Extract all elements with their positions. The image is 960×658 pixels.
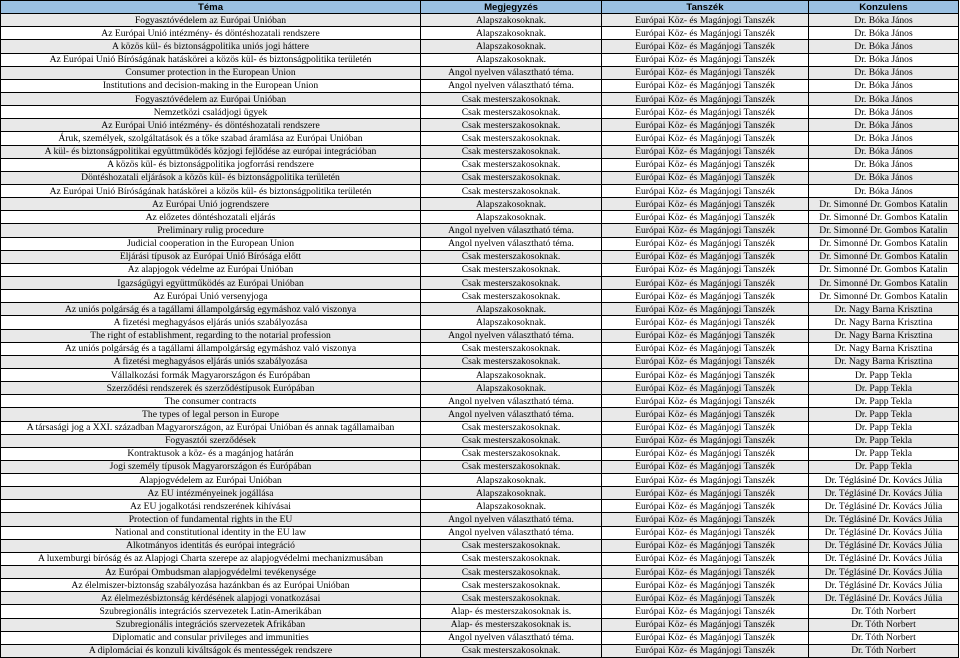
konzulens-cell: Dr. Nagy Barna Krisztina xyxy=(809,303,959,316)
megjegyzes-cell: Csak mesterszakosoknak. xyxy=(421,290,602,303)
tanszek-cell: Európai Köz- és Magánjogi Tanszék xyxy=(602,329,809,342)
table-row xyxy=(1,447,959,460)
table-row xyxy=(1,355,959,368)
tanszek-cell: Európai Köz- és Magánjogi Tanszék xyxy=(602,198,809,211)
table-body xyxy=(1,14,959,658)
konzulens-cell: Dr. Bóka János xyxy=(809,66,959,79)
table-row xyxy=(1,79,959,92)
tanszek-cell: Európai Köz- és Magánjogi Tanszék xyxy=(602,552,809,565)
tanszek-cell: Európai Köz- és Magánjogi Tanszék xyxy=(602,316,809,329)
tanszek-cell: Európai Köz- és Magánjogi Tanszék xyxy=(602,526,809,539)
megjegyzes-cell: Alapszakosoknak. xyxy=(421,474,602,487)
table-row xyxy=(1,526,959,539)
megjegyzes-cell: Alapszakosoknak. xyxy=(421,27,602,40)
table-row xyxy=(1,566,959,579)
tanszek-cell: Európai Köz- és Magánjogi Tanszék xyxy=(602,263,809,276)
tanszek-cell: Európai Köz- és Magánjogi Tanszék xyxy=(602,500,809,513)
tanszek-cell: Európai Köz- és Magánjogi Tanszék xyxy=(602,145,809,158)
konzulens-cell: Dr. Papp Tekla xyxy=(809,447,959,460)
table-row xyxy=(1,474,959,487)
tanszek-cell: Európai Köz- és Magánjogi Tanszék xyxy=(602,395,809,408)
konzulens-cell: Dr. Papp Tekla xyxy=(809,382,959,395)
table-row xyxy=(1,132,959,145)
konzulens-cell: Dr. Nagy Barna Krisztina xyxy=(809,355,959,368)
tanszek-cell: Európai Köz- és Magánjogi Tanszék xyxy=(602,66,809,79)
tema-cell: Az EU jogalkotási rendszerének kihívásai xyxy=(1,500,421,513)
tema-cell: Szubregionális integrációs szervezetek Afrikában xyxy=(1,618,421,631)
table-row xyxy=(1,618,959,631)
konzulens-cell: Dr. Téglásiné Dr. Kovács Júlia xyxy=(809,513,959,526)
konzulens-cell: Dr. Tóth Norbert xyxy=(809,618,959,631)
tema-cell: The right of establishment, regarding to the notarial profession xyxy=(1,329,421,342)
tema-cell: Alapjogvédelem az Európai Unióban xyxy=(1,474,421,487)
tema-cell: Az élelmiszer-biztonság szabályozása hazánkban és az Európai Unióban xyxy=(1,579,421,592)
table-row xyxy=(1,552,959,565)
tema-cell: Eljárási típusok az Európai Unió Bírósága előtt xyxy=(1,250,421,263)
column-header-megjegyzes[interactable]: Megjegyzés xyxy=(421,1,602,14)
table-row xyxy=(1,579,959,592)
tanszek-cell: Európai Köz- és Magánjogi Tanszék xyxy=(602,92,809,105)
megjegyzes-cell: Alapszakosoknak. xyxy=(421,53,602,66)
konzulens-cell: Dr. Téglásiné Dr. Kovács Júlia xyxy=(809,552,959,565)
konzulens-cell: Dr. Téglásiné Dr. Kovács Júlia xyxy=(809,526,959,539)
column-header-konzulens[interactable]: Konzulens xyxy=(809,1,959,14)
konzulens-cell: Dr. Papp Tekla xyxy=(809,395,959,408)
tema-cell: Protection of fundamental rights in the EU xyxy=(1,513,421,526)
tanszek-cell: Európai Köz- és Magánjogi Tanszék xyxy=(602,224,809,237)
tanszek-cell: Európai Köz- és Magánjogi Tanszék xyxy=(602,250,809,263)
table-row xyxy=(1,106,959,119)
tema-cell: Döntéshozatali eljárások a közös kül- és biztonságpolitika területén xyxy=(1,171,421,184)
tema-cell: The consumer contracts xyxy=(1,395,421,408)
column-header-tema[interactable]: Téma xyxy=(1,1,421,14)
tanszek-cell: Európai Köz- és Magánjogi Tanszék xyxy=(602,211,809,224)
megjegyzes-cell: Csak mesterszakosoknak. xyxy=(421,579,602,592)
tanszek-cell: Európai Köz- és Magánjogi Tanszék xyxy=(602,355,809,368)
tanszek-cell: Európai Köz- és Magánjogi Tanszék xyxy=(602,40,809,53)
tanszek-cell: Európai Köz- és Magánjogi Tanszék xyxy=(602,106,809,119)
konzulens-cell: Dr. Bóka János xyxy=(809,119,959,132)
megjegyzes-cell: Alapszakosoknak. xyxy=(421,487,602,500)
table-row xyxy=(1,250,959,263)
megjegyzes-cell: Angol nyelven választható téma. xyxy=(421,408,602,421)
tema-cell: Fogyasztóvédelem az Európai Unióban xyxy=(1,14,421,27)
tanszek-cell: Európai Köz- és Magánjogi Tanszék xyxy=(602,158,809,171)
megjegyzes-cell: Csak mesterszakosoknak. xyxy=(421,263,602,276)
konzulens-cell: Dr. Bóka János xyxy=(809,53,959,66)
konzulens-cell: Dr. Bóka János xyxy=(809,145,959,158)
tanszek-cell: Európai Köz- és Magánjogi Tanszék xyxy=(602,605,809,618)
konzulens-cell: Dr. Simonné Dr. Gombos Katalin xyxy=(809,276,959,289)
tema-cell: Az Európai Unió Bíróságának hatáskörei a közös kül- és biztonságpolitika területén xyxy=(1,53,421,66)
tema-cell: Szerződési rendszerek és szerződéstípusok Európában xyxy=(1,382,421,395)
tema-cell: A közös kül- és biztonságpolitika uniós jogi háttere xyxy=(1,40,421,53)
tema-cell: Az Európai Unió intézmény- és döntéshozatali rendszere xyxy=(1,27,421,40)
header-row xyxy=(1,1,959,14)
table-row xyxy=(1,237,959,250)
megjegyzes-cell: Angol nyelven választható téma. xyxy=(421,526,602,539)
table-row xyxy=(1,198,959,211)
table-row xyxy=(1,158,959,171)
tema-cell: A luxemburgi bíróság és az Alapjogi Charta szerepe az alapjogvédelmi mechanizmusában xyxy=(1,552,421,565)
konzulens-cell: Dr. Bóka János xyxy=(809,106,959,119)
tema-cell: A közös kül- és biztonságpolitika jogforrási rendszere xyxy=(1,158,421,171)
konzulens-cell: Dr. Simonné Dr. Gombos Katalin xyxy=(809,237,959,250)
table-row xyxy=(1,434,959,447)
tema-cell: Az Európai Unió Bíróságának hatáskörei a közös kül- és biztonságpolitika területén xyxy=(1,184,421,197)
table-row xyxy=(1,539,959,552)
konzulens-cell: Dr. Nagy Barna Krisztina xyxy=(809,316,959,329)
table-row xyxy=(1,592,959,605)
tema-cell: Fogyasztóvédelem az Európai Unióban xyxy=(1,92,421,105)
megjegyzes-cell: Csak mesterszakosoknak. xyxy=(421,92,602,105)
tanszek-cell: Európai Köz- és Magánjogi Tanszék xyxy=(602,171,809,184)
konzulens-cell: Dr. Nagy Barna Krisztina xyxy=(809,329,959,342)
table-row xyxy=(1,66,959,79)
tanszek-cell: Európai Köz- és Magánjogi Tanszék xyxy=(602,382,809,395)
megjegyzes-cell: Csak mesterszakosoknak. xyxy=(421,592,602,605)
tema-cell: Az Európai Unió jogrendszere xyxy=(1,198,421,211)
tanszek-cell: Európai Köz- és Magánjogi Tanszék xyxy=(602,53,809,66)
konzulens-cell: Dr. Papp Tekla xyxy=(809,460,959,473)
tanszek-cell: Európai Köz- és Magánjogi Tanszék xyxy=(602,644,809,657)
table-row xyxy=(1,171,959,184)
megjegyzes-cell: Csak mesterszakosoknak. xyxy=(421,566,602,579)
tanszek-cell: Európai Köz- és Magánjogi Tanszék xyxy=(602,342,809,355)
konzulens-cell: Dr. Téglásiné Dr. Kovács Júlia xyxy=(809,566,959,579)
konzulens-cell: Dr. Téglásiné Dr. Kovács Júlia xyxy=(809,500,959,513)
megjegyzes-cell: Csak mesterszakosoknak. xyxy=(421,119,602,132)
tema-cell: Az alapjogok védelme az Európai Unióban xyxy=(1,263,421,276)
tema-cell: Institutions and decision-making in the European Union xyxy=(1,79,421,92)
megjegyzes-cell: Csak mesterszakosoknak. xyxy=(421,447,602,460)
tanszek-cell: Európai Köz- és Magánjogi Tanszék xyxy=(602,290,809,303)
megjegyzes-cell: Csak mesterszakosoknak. xyxy=(421,145,602,158)
tema-cell: Fogyasztói szerződések xyxy=(1,434,421,447)
konzulens-cell: Dr. Simonné Dr. Gombos Katalin xyxy=(809,290,959,303)
tema-cell: Az uniós polgárság és a tagállami állampolgárság egymáshoz való viszonya xyxy=(1,303,421,316)
konzulens-cell: Dr. Tóth Norbert xyxy=(809,605,959,618)
table-row xyxy=(1,408,959,421)
megjegyzes-cell: Angol nyelven választható téma. xyxy=(421,237,602,250)
tanszek-cell: Európai Köz- és Magánjogi Tanszék xyxy=(602,434,809,447)
megjegyzes-cell: Alapszakosoknak. xyxy=(421,211,602,224)
tanszek-cell: Európai Köz- és Magánjogi Tanszék xyxy=(602,27,809,40)
konzulens-cell: Dr. Bóka János xyxy=(809,158,959,171)
konzulens-cell: Dr. Simonné Dr. Gombos Katalin xyxy=(809,211,959,224)
tanszek-cell: Európai Köz- és Magánjogi Tanszék xyxy=(602,368,809,381)
table-row xyxy=(1,145,959,158)
tema-cell: Igazságügyi együttműködés az Európai Unióban xyxy=(1,276,421,289)
table-row xyxy=(1,342,959,355)
tanszek-cell: Európai Köz- és Magánjogi Tanszék xyxy=(602,119,809,132)
table-row xyxy=(1,211,959,224)
megjegyzes-cell: Csak mesterszakosoknak. xyxy=(421,158,602,171)
tema-cell: Áruk, személyek, szolgáltatások és a tőke szabad áramlása az Európai Unióban xyxy=(1,132,421,145)
table-row xyxy=(1,263,959,276)
table-row xyxy=(1,276,959,289)
tanszek-cell: Európai Köz- és Magánjogi Tanszék xyxy=(602,184,809,197)
tema-cell: Az élelmezésbiztonság kérdésének alapjogi vonatkozásai xyxy=(1,592,421,605)
tanszek-cell: Európai Köz- és Magánjogi Tanszék xyxy=(602,276,809,289)
konzulens-cell: Dr. Simonné Dr. Gombos Katalin xyxy=(809,250,959,263)
konzulens-cell: Dr. Bóka János xyxy=(809,14,959,27)
table-row xyxy=(1,53,959,66)
table-row xyxy=(1,644,959,657)
konzulens-cell: Dr. Bóka János xyxy=(809,40,959,53)
konzulens-cell: Dr. Bóka János xyxy=(809,184,959,197)
megjegyzes-cell: Alapszakosoknak. xyxy=(421,368,602,381)
megjegyzes-cell: Angol nyelven választható téma. xyxy=(421,631,602,644)
konzulens-cell: Dr. Bóka János xyxy=(809,92,959,105)
megjegyzes-cell: Alapszakosoknak. xyxy=(421,316,602,329)
konzulens-cell: Dr. Tóth Norbert xyxy=(809,631,959,644)
tema-cell: A diplomáciai és konzuli kiváltságok és mentességek rendszere xyxy=(1,644,421,657)
table-row xyxy=(1,303,959,316)
tema-cell: Consumer protection in the European Union xyxy=(1,66,421,79)
tanszek-cell: Európai Köz- és Magánjogi Tanszék xyxy=(602,237,809,250)
tema-cell: Vállalkozási formák Magyarországon és Európában xyxy=(1,368,421,381)
megjegyzes-cell: Angol nyelven választható téma. xyxy=(421,329,602,342)
table-row xyxy=(1,605,959,618)
megjegyzes-cell: Alapszakosoknak. xyxy=(421,40,602,53)
megjegyzes-cell: Csak mesterszakosoknak. xyxy=(421,552,602,565)
tanszek-cell: Európai Köz- és Magánjogi Tanszék xyxy=(602,631,809,644)
column-header-tanszek[interactable]: Tanszék xyxy=(602,1,809,14)
megjegyzes-cell: Csak mesterszakosoknak. xyxy=(421,421,602,434)
megjegyzes-cell: Csak mesterszakosoknak. xyxy=(421,276,602,289)
konzulens-cell: Dr. Simonné Dr. Gombos Katalin xyxy=(809,224,959,237)
tema-cell: Az Európai Unió intézmény- és döntéshozatali rendszere xyxy=(1,119,421,132)
konzulens-cell: Dr. Simonné Dr. Gombos Katalin xyxy=(809,198,959,211)
table-row xyxy=(1,316,959,329)
tema-cell: Szubregionális integrációs szervezetek Latin-Amerikában xyxy=(1,605,421,618)
megjegyzes-cell: Csak mesterszakosoknak. xyxy=(421,250,602,263)
konzulens-cell: Dr. Tóth Norbert xyxy=(809,644,959,657)
megjegyzes-cell: Csak mesterszakosoknak. xyxy=(421,342,602,355)
tanszek-cell: Európai Köz- és Magánjogi Tanszék xyxy=(602,14,809,27)
konzulens-cell: Dr. Simonné Dr. Gombos Katalin xyxy=(809,263,959,276)
megjegyzes-cell: Csak mesterszakosoknak. xyxy=(421,355,602,368)
konzulens-cell: Dr. Bóka János xyxy=(809,27,959,40)
tema-cell: Alkotmányos identitás és európai integráció xyxy=(1,539,421,552)
konzulens-cell: Dr. Téglásiné Dr. Kovács Júlia xyxy=(809,592,959,605)
tanszek-cell: Európai Köz- és Magánjogi Tanszék xyxy=(602,79,809,92)
table-row xyxy=(1,119,959,132)
tanszek-cell: Európai Köz- és Magánjogi Tanszék xyxy=(602,579,809,592)
tema-cell: Preliminary rulig procedure xyxy=(1,224,421,237)
tema-cell: A kül- és biztonságpolitikai együttműködés közjogi fejlődése az európai integrációban xyxy=(1,145,421,158)
tema-cell: The types of legal person in Europe xyxy=(1,408,421,421)
konzulens-cell: Dr. Papp Tekla xyxy=(809,408,959,421)
table-row xyxy=(1,382,959,395)
megjegyzes-cell: Alapszakosoknak. xyxy=(421,198,602,211)
konzulens-cell: Dr. Nagy Barna Krisztina xyxy=(809,342,959,355)
tema-cell: A társasági jog a XXI. században Magyarországon, az Európai Unióban és annak tagállamaiban xyxy=(1,421,421,434)
tanszek-cell: Európai Köz- és Magánjogi Tanszék xyxy=(602,513,809,526)
table-row xyxy=(1,500,959,513)
megjegyzes-cell: Csak mesterszakosoknak. xyxy=(421,132,602,145)
tanszek-cell: Európai Köz- és Magánjogi Tanszék xyxy=(602,447,809,460)
tanszek-cell: Európai Köz- és Magánjogi Tanszék xyxy=(602,303,809,316)
megjegyzes-cell: Alapszakosoknak. xyxy=(421,303,602,316)
tanszek-cell: Európai Köz- és Magánjogi Tanszék xyxy=(602,566,809,579)
tanszek-cell: Európai Köz- és Magánjogi Tanszék xyxy=(602,474,809,487)
tanszek-cell: Európai Köz- és Magánjogi Tanszék xyxy=(602,618,809,631)
konzulens-cell: Dr. Téglásiné Dr. Kovács Júlia xyxy=(809,579,959,592)
tanszek-cell: Európai Köz- és Magánjogi Tanszék xyxy=(602,421,809,434)
table-row xyxy=(1,224,959,237)
tanszek-cell: Európai Köz- és Magánjogi Tanszék xyxy=(602,408,809,421)
megjegyzes-cell: Csak mesterszakosoknak. xyxy=(421,644,602,657)
megjegyzes-cell: Angol nyelven választható téma. xyxy=(421,395,602,408)
megjegyzes-cell: Alapszakosoknak. xyxy=(421,14,602,27)
tanszek-cell: Európai Köz- és Magánjogi Tanszék xyxy=(602,539,809,552)
tema-cell: Jogi személy típusok Magyarországon és Európában xyxy=(1,460,421,473)
table-row xyxy=(1,513,959,526)
konzulens-cell: Dr. Bóka János xyxy=(809,79,959,92)
tema-cell: Az uniós polgárság és a tagállami állampolgárság egymáshoz való viszonya xyxy=(1,342,421,355)
tema-cell: Az EU intézményeinek jogállása xyxy=(1,487,421,500)
megjegyzes-cell: Csak mesterszakosoknak. xyxy=(421,460,602,473)
table-row xyxy=(1,421,959,434)
table-row xyxy=(1,368,959,381)
tema-cell: Kontraktusok a köz- és a magánjog határán xyxy=(1,447,421,460)
konzulens-cell: Dr. Papp Tekla xyxy=(809,368,959,381)
megjegyzes-cell: Alapszakosoknak. xyxy=(421,382,602,395)
table-row xyxy=(1,395,959,408)
table-row xyxy=(1,27,959,40)
megjegyzes-cell: Alapszakosoknak. xyxy=(421,500,602,513)
table-row xyxy=(1,184,959,197)
tema-cell: Judicial cooperation in the European Union xyxy=(1,237,421,250)
megjegyzes-cell: Angol nyelven választható téma. xyxy=(421,66,602,79)
megjegyzes-cell: Csak mesterszakosoknak. xyxy=(421,434,602,447)
tema-cell: Diplomatic and consular privileges and immunities xyxy=(1,631,421,644)
tanszek-cell: Európai Köz- és Magánjogi Tanszék xyxy=(602,460,809,473)
megjegyzes-cell: Csak mesterszakosoknak. xyxy=(421,184,602,197)
tema-cell: Az Európai Ombudsman alapjogvédelmi tevékenysége xyxy=(1,566,421,579)
table-row xyxy=(1,40,959,53)
tanszek-cell: Európai Köz- és Magánjogi Tanszék xyxy=(602,487,809,500)
table-row xyxy=(1,290,959,303)
megjegyzes-cell: Csak mesterszakosoknak. xyxy=(421,539,602,552)
tema-cell: National and constitutional identity in the EU law xyxy=(1,526,421,539)
tema-cell: Nemzetközi családjogi ügyek xyxy=(1,106,421,119)
konzulens-cell: Dr. Papp Tekla xyxy=(809,434,959,447)
megjegyzes-cell: Angol nyelven választható téma. xyxy=(421,79,602,92)
konzulens-cell: Dr. Papp Tekla xyxy=(809,421,959,434)
table-row xyxy=(1,14,959,27)
konzulens-cell: Dr. Bóka János xyxy=(809,132,959,145)
konzulens-cell: Dr. Téglásiné Dr. Kovács Júlia xyxy=(809,539,959,552)
megjegyzes-cell: Alap- és mesterszakosoknak is. xyxy=(421,605,602,618)
table-row xyxy=(1,92,959,105)
tanszek-cell: Európai Köz- és Magánjogi Tanszék xyxy=(602,132,809,145)
table-row xyxy=(1,487,959,500)
megjegyzes-cell: Csak mesterszakosoknak. xyxy=(421,106,602,119)
table-row xyxy=(1,460,959,473)
tema-cell: A fizetési meghagyásos eljárás uniós szabályozása xyxy=(1,316,421,329)
megjegyzes-cell: Angol nyelven választható téma. xyxy=(421,513,602,526)
tanszek-cell: Európai Köz- és Magánjogi Tanszék xyxy=(602,592,809,605)
table-row xyxy=(1,631,959,644)
megjegyzes-cell: Csak mesterszakosoknak. xyxy=(421,171,602,184)
konzulens-cell: Dr. Téglásiné Dr. Kovács Júlia xyxy=(809,474,959,487)
konzulens-cell: Dr. Bóka János xyxy=(809,171,959,184)
table-row xyxy=(1,329,959,342)
megjegyzes-cell: Angol nyelven választható téma. xyxy=(421,224,602,237)
megjegyzes-cell: Alap- és mesterszakosoknak is. xyxy=(421,618,602,631)
tema-cell: Az előzetes döntéshozatali eljárás xyxy=(1,211,421,224)
tema-cell: Az Európai Unió versenyjoga xyxy=(1,290,421,303)
konzulens-cell: Dr. Téglásiné Dr. Kovács Júlia xyxy=(809,487,959,500)
tema-cell: A fizetési meghagyásos eljárás uniós szabályozása xyxy=(1,355,421,368)
